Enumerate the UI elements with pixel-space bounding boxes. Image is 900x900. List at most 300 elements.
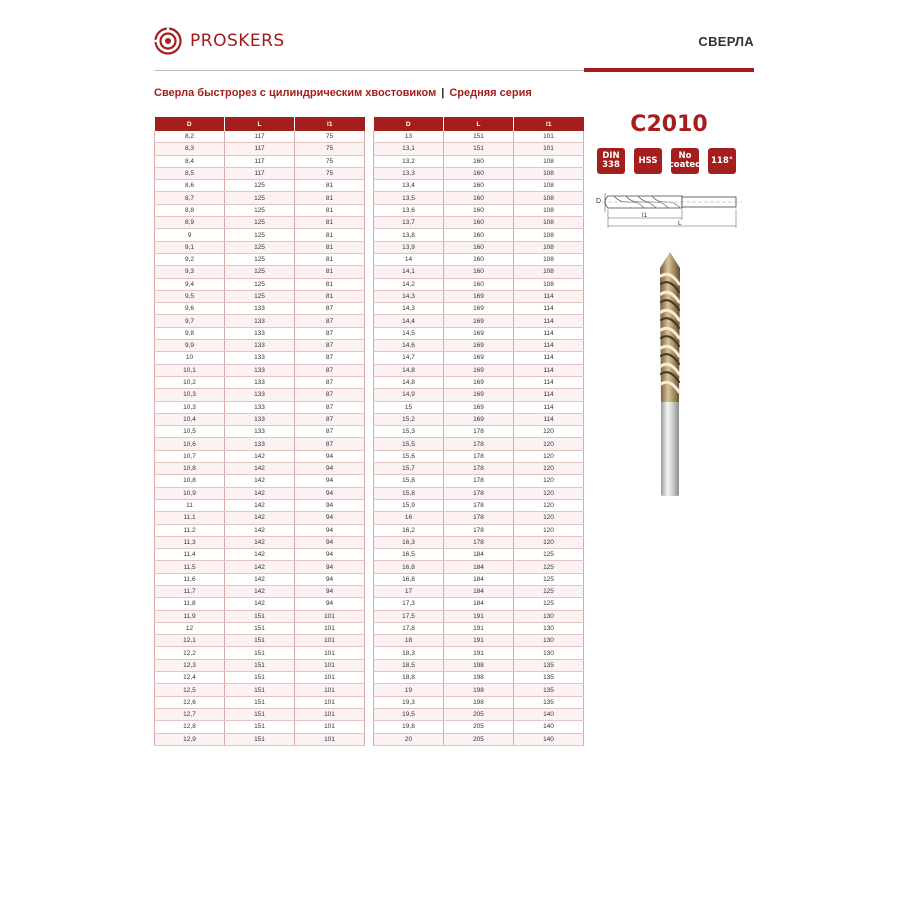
cell-d: 13,3: [374, 167, 444, 179]
table-row: [374, 143, 584, 155]
table-row: [374, 647, 584, 659]
cell-d: 14,1: [374, 266, 444, 278]
cell-l: 160: [444, 180, 514, 192]
cell-l1: 114: [514, 315, 584, 327]
cell-l1: 114: [514, 352, 584, 364]
table-row: [155, 426, 365, 438]
cell-l1: 75: [295, 155, 365, 167]
column-header-d: D: [374, 117, 444, 131]
table-header-row: [374, 117, 584, 131]
cell-l: 184: [444, 585, 514, 597]
table-row: [374, 315, 584, 327]
table-row: [374, 303, 584, 315]
cell-l1: 101: [295, 635, 365, 647]
cell-d: 11,6: [155, 573, 225, 585]
table-row: [155, 684, 365, 696]
cell-l: 191: [444, 647, 514, 659]
cell-l: 142: [225, 598, 295, 610]
cell-d: 15,7: [374, 463, 444, 475]
badge-line: HSS: [638, 155, 658, 166]
cell-d: 12,4: [155, 672, 225, 684]
cell-l: 169: [444, 352, 514, 364]
cell-d: 9,4: [155, 278, 225, 290]
cell-l1: 94: [295, 598, 365, 610]
cell-l1: 140: [514, 721, 584, 733]
table-row: [155, 721, 365, 733]
table-row: [374, 426, 584, 438]
table-row: [374, 487, 584, 499]
cell-d: 10,3: [155, 389, 225, 401]
cell-l1: 81: [295, 229, 365, 241]
table-row: [155, 549, 365, 561]
cell-d: 18,3: [374, 647, 444, 659]
cell-l: 142: [225, 487, 295, 499]
cell-l: 160: [444, 241, 514, 253]
table-row: [374, 512, 584, 524]
cell-d: 15,6: [374, 450, 444, 462]
cell-l1: 140: [514, 708, 584, 720]
cell-d: 12: [155, 622, 225, 634]
cell-l: 117: [225, 143, 295, 155]
cell-l1: 87: [295, 327, 365, 339]
cell-l: 133: [225, 401, 295, 413]
cell-l1: 101: [295, 733, 365, 745]
cell-l: 198: [444, 696, 514, 708]
cell-d: 8,4: [155, 155, 225, 167]
cell-l: 151: [225, 635, 295, 647]
table-row: [374, 438, 584, 450]
cell-l: 160: [444, 229, 514, 241]
table-row: [374, 155, 584, 167]
table-row: [155, 499, 365, 511]
cell-l1: 81: [295, 241, 365, 253]
table-row: [155, 733, 365, 745]
cell-l1: 94: [295, 536, 365, 548]
cell-l: 178: [444, 426, 514, 438]
cell-l1: 120: [514, 426, 584, 438]
cell-l: 142: [225, 549, 295, 561]
cell-d: 12,9: [155, 733, 225, 745]
cell-l: 178: [444, 475, 514, 487]
cell-l: 178: [444, 536, 514, 548]
table-row: [374, 585, 584, 597]
cell-l1: 120: [514, 499, 584, 511]
header-divider: [154, 70, 584, 71]
table-row: [374, 290, 584, 302]
cell-d: 19,5: [374, 708, 444, 720]
table-row: [155, 487, 365, 499]
cell-l1: 94: [295, 524, 365, 536]
cell-l: 151: [225, 672, 295, 684]
badge-din: [597, 148, 625, 174]
cell-d: 18,5: [374, 659, 444, 671]
table-row: [155, 561, 365, 573]
cell-d: 10,1: [155, 364, 225, 376]
cell-l: 184: [444, 598, 514, 610]
table-row: [155, 463, 365, 475]
cell-l: 142: [225, 536, 295, 548]
twist-drill-icon: [648, 250, 692, 498]
cell-l: 169: [444, 290, 514, 302]
cell-d: 10,4: [155, 413, 225, 425]
cell-l1: 120: [514, 512, 584, 524]
cell-l1: 108: [514, 192, 584, 204]
cell-d: 10,2: [155, 376, 225, 388]
table-row: [374, 167, 584, 179]
drill-dimension-diagram: [596, 188, 746, 230]
cell-l1: 135: [514, 672, 584, 684]
cell-l: 151: [225, 708, 295, 720]
table-row: [155, 327, 365, 339]
header-accent-bar: [584, 68, 754, 72]
cell-d: 12,5: [155, 684, 225, 696]
cell-l: 133: [225, 389, 295, 401]
cell-l: 178: [444, 450, 514, 462]
badge-coating: [668, 148, 702, 174]
cell-l: 178: [444, 487, 514, 499]
table-row: [155, 536, 365, 548]
table-row: [374, 696, 584, 708]
table-row: [155, 438, 365, 450]
cell-l: 125: [225, 229, 295, 241]
cell-l: 142: [225, 512, 295, 524]
section-title: СВЕРЛА: [698, 34, 754, 49]
cell-l: 142: [225, 524, 295, 536]
cell-d: 17,8: [374, 622, 444, 634]
cell-l: 169: [444, 389, 514, 401]
cell-l: 205: [444, 721, 514, 733]
cell-l: 160: [444, 278, 514, 290]
table-row: [155, 143, 365, 155]
feature-badges: [597, 148, 736, 174]
cell-l: 142: [225, 573, 295, 585]
cell-d: 9,9: [155, 340, 225, 352]
table-row: [374, 721, 584, 733]
cell-l: 160: [444, 253, 514, 265]
cell-d: 12,7: [155, 708, 225, 720]
cell-l1: 101: [295, 659, 365, 671]
cell-d: 14,3: [374, 290, 444, 302]
cell-d: 10,6: [155, 438, 225, 450]
cell-d: 13,8: [374, 229, 444, 241]
cell-l1: 140: [514, 733, 584, 745]
cell-l1: 114: [514, 290, 584, 302]
cell-d: 11,9: [155, 610, 225, 622]
cell-l1: 108: [514, 155, 584, 167]
cell-d: 11,7: [155, 585, 225, 597]
cell-l1: 108: [514, 217, 584, 229]
column-header-l1: l1: [295, 117, 365, 131]
cell-l: 125: [225, 180, 295, 192]
table-row: [374, 536, 584, 548]
table-row: [374, 217, 584, 229]
cell-l: 142: [225, 585, 295, 597]
cell-l1: 108: [514, 229, 584, 241]
cell-d: 16,8: [374, 561, 444, 573]
cell-l1: 87: [295, 352, 365, 364]
table-row: [374, 598, 584, 610]
table-row: [155, 229, 365, 241]
cell-l1: 120: [514, 450, 584, 462]
cell-d: 13,5: [374, 192, 444, 204]
cell-l: 169: [444, 340, 514, 352]
table-row: [374, 463, 584, 475]
badge-point-angle: [708, 148, 736, 174]
table-row: [155, 512, 365, 524]
cell-d: 11,1: [155, 512, 225, 524]
cell-d: 12,2: [155, 647, 225, 659]
cell-d: 9: [155, 229, 225, 241]
cell-l1: 114: [514, 389, 584, 401]
cell-l: 178: [444, 524, 514, 536]
cell-l: 184: [444, 561, 514, 573]
cell-d: 18: [374, 635, 444, 647]
table-row: [155, 204, 365, 216]
cell-l1: 94: [295, 463, 365, 475]
cell-l1: 81: [295, 217, 365, 229]
cell-l: 169: [444, 413, 514, 425]
cell-l1: 114: [514, 340, 584, 352]
cell-d: 11,5: [155, 561, 225, 573]
table-row: [155, 622, 365, 634]
cell-d: 15,5: [374, 438, 444, 450]
page-subtitle: [154, 87, 532, 99]
cell-l1: 87: [295, 413, 365, 425]
cell-l: 133: [225, 352, 295, 364]
prosfers-logo-icon: [154, 27, 182, 55]
cell-l: 191: [444, 622, 514, 634]
cell-l1: 101: [295, 610, 365, 622]
cell-d: 17,3: [374, 598, 444, 610]
cell-d: 13,2: [374, 155, 444, 167]
cell-l: 169: [444, 303, 514, 315]
cell-d: 9,5: [155, 290, 225, 302]
cell-l: 160: [444, 204, 514, 216]
table-row: [374, 672, 584, 684]
table-row: [374, 475, 584, 487]
cell-l1: 94: [295, 450, 365, 462]
table-row: [374, 192, 584, 204]
cell-l1: 94: [295, 561, 365, 573]
table-row: [155, 192, 365, 204]
badge-line: DIN: [602, 151, 620, 161]
cell-l1: 94: [295, 475, 365, 487]
table-row: [374, 499, 584, 511]
cell-l: 125: [225, 290, 295, 302]
cell-l: 205: [444, 708, 514, 720]
table-row: [155, 278, 365, 290]
table-row: [155, 696, 365, 708]
cell-d: 14,2: [374, 278, 444, 290]
cell-d: 10,5: [155, 426, 225, 438]
table-row: [155, 585, 365, 597]
cell-d: 11: [155, 499, 225, 511]
column-header-d: D: [155, 117, 225, 131]
cell-l: 125: [225, 217, 295, 229]
cell-l1: 125: [514, 573, 584, 585]
cell-d: 15,9: [374, 499, 444, 511]
cell-d: 11,8: [155, 598, 225, 610]
cell-d: 14,8: [374, 376, 444, 388]
cell-l: 142: [225, 450, 295, 462]
cell-d: 14,4: [374, 315, 444, 327]
cell-d: 14,9: [374, 389, 444, 401]
table-row: [374, 241, 584, 253]
column-header-l1: l1: [514, 117, 584, 131]
table-row: [374, 266, 584, 278]
cell-l1: 101: [295, 622, 365, 634]
cell-d: 9,6: [155, 303, 225, 315]
table-row: [374, 180, 584, 192]
cell-l1: 101: [295, 708, 365, 720]
cell-d: 10,8: [155, 475, 225, 487]
cell-l: 151: [225, 696, 295, 708]
cell-d: 14,7: [374, 352, 444, 364]
cell-d: 19: [374, 684, 444, 696]
cell-l: 198: [444, 659, 514, 671]
cell-d: 15,8: [374, 487, 444, 499]
table-row: [374, 229, 584, 241]
cell-d: 17: [374, 585, 444, 597]
table-row: [374, 401, 584, 413]
cell-d: 17,5: [374, 610, 444, 622]
table-row: [374, 389, 584, 401]
cell-l: 205: [444, 733, 514, 745]
cell-l: 142: [225, 499, 295, 511]
cell-l: 142: [225, 475, 295, 487]
cell-d: 19,3: [374, 696, 444, 708]
brand-name: PROSKERS: [190, 31, 285, 51]
cell-d: 10,3: [155, 401, 225, 413]
cell-d: 9,8: [155, 327, 225, 339]
cell-l: 125: [225, 253, 295, 265]
cell-l: 198: [444, 684, 514, 696]
cell-l1: 101: [295, 647, 365, 659]
cell-l1: 87: [295, 438, 365, 450]
table-row: [374, 364, 584, 376]
cell-l: 169: [444, 364, 514, 376]
cell-l: 151: [444, 131, 514, 143]
cell-l: 160: [444, 266, 514, 278]
table-row: [374, 352, 584, 364]
cell-l1: 130: [514, 622, 584, 634]
cell-l: 133: [225, 426, 295, 438]
cell-d: 10,9: [155, 487, 225, 499]
cell-l: 160: [444, 155, 514, 167]
diagram-label-l1: l1: [642, 212, 648, 219]
cell-l1: 101: [514, 143, 584, 155]
table-row: [155, 708, 365, 720]
cell-l1: 87: [295, 389, 365, 401]
cell-d: 14,3: [374, 303, 444, 315]
cell-l1: 108: [514, 278, 584, 290]
cell-l: 117: [225, 131, 295, 143]
cell-l: 142: [225, 463, 295, 475]
table-row: [155, 253, 365, 265]
table-row: [155, 155, 365, 167]
table-row: [155, 573, 365, 585]
cell-l1: 81: [295, 266, 365, 278]
table-row: [374, 549, 584, 561]
cell-l1: 114: [514, 401, 584, 413]
cell-l: 133: [225, 438, 295, 450]
cell-l1: 94: [295, 549, 365, 561]
cell-d: 16: [374, 512, 444, 524]
cell-l: 133: [225, 327, 295, 339]
table-row: [155, 217, 365, 229]
cell-l: 169: [444, 315, 514, 327]
cell-l: 125: [225, 241, 295, 253]
column-header-l: L: [225, 117, 295, 131]
cell-d: 10: [155, 352, 225, 364]
table-row: [155, 659, 365, 671]
cell-l1: 87: [295, 426, 365, 438]
cell-l: 151: [225, 684, 295, 696]
cell-l1: 130: [514, 635, 584, 647]
cell-l1: 87: [295, 303, 365, 315]
cell-l: 151: [225, 659, 295, 671]
cell-l: 184: [444, 549, 514, 561]
cell-l: 198: [444, 672, 514, 684]
cell-l1: 125: [514, 585, 584, 597]
cell-l1: 81: [295, 290, 365, 302]
cell-l: 125: [225, 278, 295, 290]
table-row: [155, 524, 365, 536]
cell-l1: 114: [514, 413, 584, 425]
cell-l: 178: [444, 438, 514, 450]
cell-l1: 75: [295, 131, 365, 143]
table-row: [155, 389, 365, 401]
table-row: [374, 204, 584, 216]
cell-l: 151: [444, 143, 514, 155]
cell-d: 16,2: [374, 524, 444, 536]
cell-d: 9,1: [155, 241, 225, 253]
table-row: [155, 647, 365, 659]
cell-l1: 75: [295, 143, 365, 155]
cell-l1: 101: [295, 696, 365, 708]
cell-d: 8,3: [155, 143, 225, 155]
table-row: [374, 413, 584, 425]
diagram-label-d: D: [596, 198, 602, 205]
cell-l: 178: [444, 499, 514, 511]
cell-l1: 94: [295, 512, 365, 524]
cell-l: 125: [225, 204, 295, 216]
cell-l1: 94: [295, 499, 365, 511]
cell-l1: 94: [295, 487, 365, 499]
brand-logo: [154, 27, 285, 55]
table-row: [155, 131, 365, 143]
cell-l1: 94: [295, 585, 365, 597]
table-row: [155, 672, 365, 684]
cell-l: 133: [225, 303, 295, 315]
cell-l1: 81: [295, 180, 365, 192]
cell-d: 9,3: [155, 266, 225, 278]
cell-l1: 108: [514, 167, 584, 179]
cell-l: 142: [225, 561, 295, 573]
cell-l1: 108: [514, 266, 584, 278]
table-row: [374, 253, 584, 265]
cell-d: 8,8: [155, 204, 225, 216]
table-row: [374, 733, 584, 745]
table-row: [155, 340, 365, 352]
cell-l1: 87: [295, 340, 365, 352]
cell-l1: 135: [514, 684, 584, 696]
table-row: [374, 622, 584, 634]
cell-d: 15,8: [374, 475, 444, 487]
table-row: [374, 573, 584, 585]
table-row: [374, 450, 584, 462]
cell-d: 16,8: [374, 573, 444, 585]
